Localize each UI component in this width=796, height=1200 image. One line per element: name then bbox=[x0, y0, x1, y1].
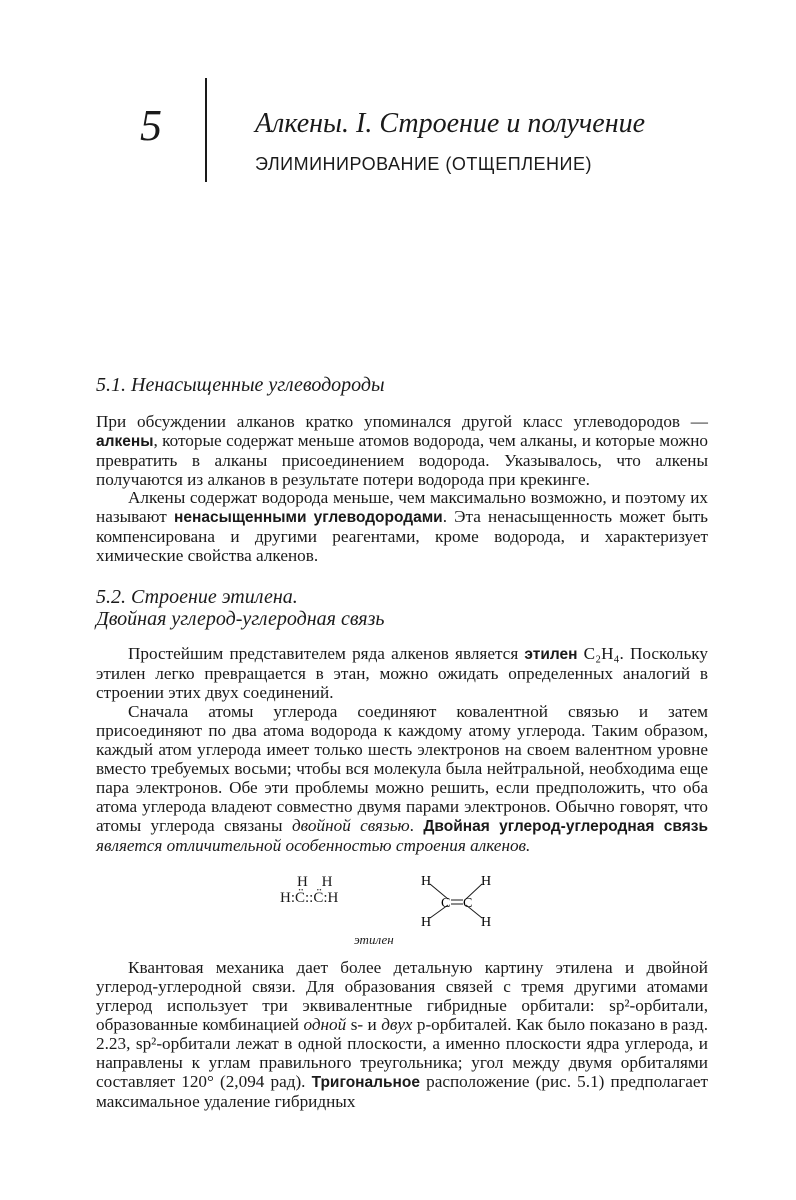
section-heading-5-2: 5.2. Строение этилена. bbox=[96, 586, 298, 608]
chapter-number: 5 bbox=[140, 101, 162, 150]
paragraph: Алкены содержат водорода меньше, чем максимально возможно, и поэтому их называют ненасыщенными углеводородами. Эта ненасыщенность может быть компенсирована и другими реагентами, кроме водорода, и характеризует химические свойства алкенов. bbox=[96, 488, 708, 565]
paragraph: Квантовая механика дает более детальную картину этилена и двойной углерод-углеродной связи. Для образования связей с тремя другими атомами углерод использует три эквивалентные гибридные орбитали: sp²-орбитали, образованные комбинацией одной s- и двух p-орбиталей. Как было показано в разд. 2.23, sp²-орбитали лежат в одной плоскости, а именно плоскости ядра углерода, и направлены к углам правильного треугольника; угол между двумя орбиталями составляет 120° (2,094 рад). Тригональное расположение (рис. 5.1) предполагает максимальное удаление гибридных bbox=[96, 958, 709, 1111]
section-heading-5-1: 5.1. Ненасыщенные углеводороды bbox=[96, 374, 385, 396]
ethylene-structure bbox=[418, 872, 494, 928]
paragraph: Сначала атомы углерода соединяют ковалентной связью и затем присоединяют по два атома водорода к каждому атому углерода. Таким образом, каждый атом углерода имеет только шесть электронов на своем валентном уровне вместо требуемых восьми; чтобы вся молекула была нейтральной, необходима еще пара электронов. Обе эти проблемы можно решить, если предположить, что оба атома углерода владеют совместно двумя парами электронов. Обычно говорят, что атомы углерода связаны двойной связью. Двойная углерод-углеродная связь является отличительной особенностью строения алкенов. bbox=[96, 702, 708, 855]
lewis-formula: H H H:C̈::C̈:H bbox=[280, 874, 339, 906]
chapter-divider bbox=[205, 78, 207, 182]
chapter-title: Алкены. I. Строение и получение bbox=[255, 108, 646, 139]
chapter-subtitle: ЭЛИМИНИРОВАНИЕ (ОТЩЕПЛЕНИЕ) bbox=[255, 154, 592, 174]
hydrogen-bottom-right: H bbox=[481, 915, 492, 928]
hydrogen-top-right: H bbox=[481, 874, 492, 889]
carbon-right: C bbox=[463, 896, 473, 911]
carbon-left: C bbox=[441, 896, 451, 911]
figure-caption: этилен bbox=[354, 932, 394, 947]
section-heading-5-2-line2: Двойная углерод-углеродная связь bbox=[96, 608, 385, 630]
paragraph: При обсуждении алканов кратко упоминался другой класс углеводородов — алкены, которые содержат меньше атомов водорода, чем алканы, и которые можно превратить в алканы присоединением водорода. Указывалось, что алкены получаются из алканов в результате потери водорода при крекинге. bbox=[96, 412, 708, 489]
hydrogen-top-left: H bbox=[421, 874, 432, 889]
paragraph: Простейшим представителем ряда алкенов является этилен C₂H₄. Поскольку этилен легко превращается в этан, можно ожидать определенных аналогий в строении этих двух соединений. bbox=[96, 644, 709, 702]
hydrogen-bottom-left: H bbox=[421, 915, 432, 928]
